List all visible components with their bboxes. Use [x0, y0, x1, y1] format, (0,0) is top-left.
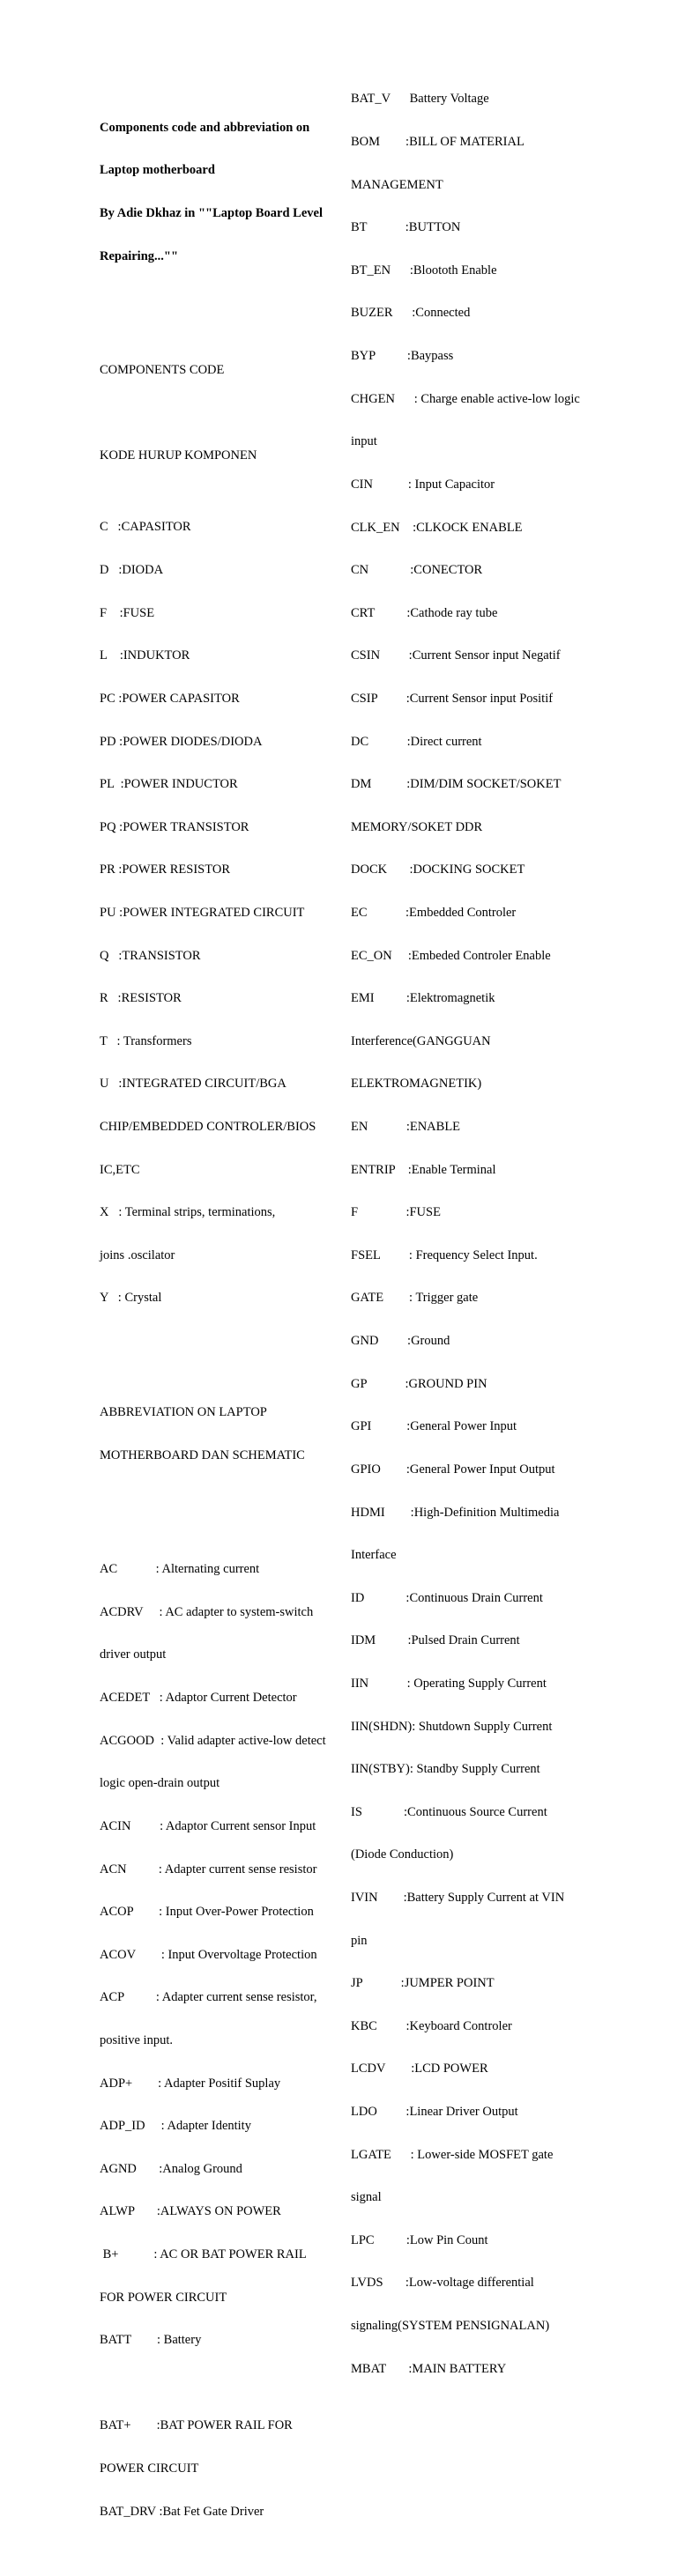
- abbrev-heading-line: ABBREVIATION ON LAPTOP: [100, 1405, 267, 1420]
- abbrev-line: DOCK :DOCKING SOCKET: [351, 862, 525, 877]
- abbrev-line: EC_ON :Embeded Controler Enable: [351, 948, 551, 963]
- abbrev-line: MEMORY/SOKET DDR: [351, 819, 483, 834]
- abbrev-line: EC :Embedded Controler: [351, 905, 517, 920]
- abbrev-line: positive input.: [100, 2032, 173, 2047]
- abbrev-line: ACGOOD : Valid adapter active-low detect: [100, 1733, 326, 1748]
- abbrev-line: signaling(SYSTEM PENSIGNALAN): [351, 2319, 550, 2334]
- code-line: PR :POWER RESISTOR: [100, 862, 230, 877]
- abbrev-line: Interface: [351, 1548, 397, 1563]
- abbrev-line: AC : Alternating current: [100, 1562, 260, 1577]
- abbrev-line: ID :Continuous Drain Current: [351, 1590, 543, 1605]
- abbrev-line: POWER CIRCUIT: [100, 2461, 199, 2476]
- abbrev-line: EMI :Elektromagnetik: [351, 991, 495, 1006]
- abbrev-line: KBC :Keyboard Controler: [351, 2018, 512, 2033]
- abbrev-line: ACDRV : AC adapter to system-switch: [100, 1604, 314, 1619]
- code-line: T : Transformers: [100, 1033, 192, 1048]
- abbrev-line: LVDS :Low-voltage differential: [351, 2276, 534, 2291]
- abbrev-line: MANAGEMENT: [351, 177, 443, 192]
- abbrev-line: ADP+ : Adapter Positif Suplay: [100, 2076, 281, 2091]
- abbrev-line: IS :Continuous Source Current: [351, 1804, 547, 1819]
- abbrev-line: B+ : AC OR BAT POWER RAIL: [100, 2247, 307, 2262]
- abbrev-line: CN :CONECTOR: [351, 563, 483, 578]
- abbrev-line: LPC :Low Pin Count: [351, 2232, 488, 2247]
- right-column: [351, 63, 582, 2404]
- component-codes-list: [100, 492, 331, 1334]
- abbrev-line: CSIP :Current Sensor input Positif: [351, 691, 554, 706]
- abbrev-line: GND :Ground: [351, 1334, 450, 1349]
- abbrev-heading-line: MOTHERBOARD DAN SCHEMATIC: [100, 1447, 305, 1462]
- abbrev-line: LGATE : Lower-side MOSFET gate: [351, 2147, 554, 2162]
- abbreviation-list: [100, 1534, 331, 2547]
- code-line: D :DIODA: [100, 563, 164, 578]
- title-line: By Adie Dkhaz in ""Laptop Board Level: [100, 206, 323, 221]
- abbrev-line: logic open-drain output: [100, 1776, 220, 1791]
- abbrev-line: BT_EN :Bloototh Enable: [351, 263, 497, 278]
- code-line: F :FUSE: [100, 605, 155, 620]
- abbrev-line: CLK_EN :CLKOCK ENABLE: [351, 520, 523, 535]
- components-heading: COMPONENTS CODE: [100, 363, 225, 378]
- abbrev-line: GPIO :General Power Input Output: [351, 1462, 555, 1477]
- abbrev-line: ELEKTROMAGNETIK): [351, 1077, 482, 1092]
- code-line: PD :POWER DIODES/DIODA: [100, 734, 263, 749]
- abbrev-line: LCDV :LCD POWER: [351, 2062, 488, 2076]
- code-line: PQ :POWER TRANSISTOR: [100, 819, 249, 834]
- abbrev-line: ACEDET : Adaptor Current Detector: [100, 1691, 297, 1706]
- abbrev-line: EN :ENABLE: [351, 1120, 461, 1135]
- abbrev-line: DC :Direct current: [351, 734, 482, 749]
- abbrev-line: F :FUSE: [351, 1205, 441, 1220]
- abbrev-line: LDO :Linear Driver Output: [351, 2105, 518, 2120]
- title-line: Repairing..."": [100, 248, 179, 263]
- abbrev-line: DM :DIM/DIM SOCKET/SOKET: [351, 777, 562, 792]
- title-line: Laptop motherboard: [100, 163, 215, 178]
- left-column: [100, 63, 331, 2576]
- abbrev-line: FSEL : Frequency Select Input.: [351, 1247, 538, 1262]
- code-line: PU :POWER INTEGRATED CIRCUIT: [100, 905, 305, 920]
- abbrev-line: CSIN :Current Sensor input Negatif: [351, 648, 561, 663]
- abbrev-line: ACOV : Input Overvoltage Protection: [100, 1947, 317, 1962]
- abbrev-line: pin: [351, 1933, 368, 1948]
- abbrev-line: input: [351, 434, 377, 449]
- abbrev-line: GPI :General Power Input: [351, 1419, 517, 1434]
- abbrev-line: BAT_DRV :Bat Fet Gate Driver: [100, 2504, 264, 2519]
- abbrev-line: CHGEN : Charge enable active-low logic: [351, 391, 580, 406]
- abbrev-line: HDMI :High-Definition Multimedia: [351, 1505, 560, 1520]
- abbrev-line: CIN : Input Capacitor: [351, 477, 495, 492]
- abbrev-line: IDM :Pulsed Drain Current: [351, 1633, 520, 1648]
- abbrev-line: ACN : Adapter current sense resistor: [100, 1862, 317, 1876]
- code-line: L :INDUKTOR: [100, 648, 190, 663]
- abbrev-line: IIN : Operating Supply Current: [351, 1676, 547, 1691]
- spacer: [100, 1491, 331, 1505]
- abbrev-line: GP :GROUND PIN: [351, 1376, 487, 1391]
- title-line: Components code and abbreviation on: [100, 120, 310, 135]
- kode-heading: KODE HURUP KOMPONEN: [100, 448, 257, 463]
- code-line: IC,ETC: [100, 1162, 140, 1177]
- abbrev-line: IIN(STBY): Standby Supply Current: [351, 1762, 540, 1777]
- abbrev-line: driver output: [100, 1647, 167, 1662]
- code-line: PL :POWER INDUCTOR: [100, 777, 238, 792]
- code-line: joins .oscilator: [100, 1247, 175, 1262]
- abbrev-line: Interference(GANGGUAN: [351, 1033, 491, 1048]
- abbrev-line: AGND :Analog Ground: [100, 2161, 242, 2176]
- code-line: R :RESISTOR: [100, 991, 182, 1006]
- abbrev-line: [100, 2376, 331, 2390]
- document-title: [100, 92, 331, 292]
- abbrev-line: ADP_ID : Adapter Identity: [100, 2119, 251, 2134]
- abbrev-line: BOM :BILL OF MATERIAL: [351, 135, 524, 150]
- abbrev-line: ACOP : Input Over-Power Protection: [100, 1905, 314, 1920]
- abbrev-line: (Diode Conduction): [351, 1847, 454, 1862]
- abbrev-line: ACIN : Adaptor Current sensor Input: [100, 1818, 316, 1833]
- spacer: [100, 1362, 331, 1376]
- abbrev-line: BAT_V Battery Voltage: [351, 92, 489, 107]
- code-line: CHIP/EMBEDDED CONTROLER/BIOS: [100, 1120, 316, 1134]
- abbrev-line: ALWP :ALWAYS ON POWER: [100, 2204, 281, 2219]
- abbrev-line: CRT :Cathode ray tube: [351, 605, 498, 620]
- abbrev-line: BYP :Baypass: [351, 349, 454, 364]
- abbrev-line: ACP : Adapter current sense resistor,: [100, 1990, 317, 2005]
- abbrev-line: BT :BUTTON: [351, 220, 461, 235]
- abbrev-line: BUZER :Connected: [351, 306, 471, 321]
- abbrev-line: BAT+ :BAT POWER RAIL FOR: [100, 2418, 293, 2433]
- abbrev-line: ENTRIP :Enable Terminal: [351, 1162, 496, 1177]
- abbrev-line: signal: [351, 2190, 382, 2205]
- abbrev-line: BATT : Battery: [100, 2333, 202, 2348]
- abbrev-line: FOR POWER CIRCUIT: [100, 2290, 227, 2305]
- abbrev-line: JP :JUMPER POINT: [351, 1976, 495, 1991]
- spacer: [100, 321, 331, 335]
- code-line: X : Terminal strips, terminations,: [100, 1205, 276, 1220]
- code-line: U :INTEGRATED CIRCUIT/BGA: [100, 1077, 286, 1092]
- code-line: Y : Crystal: [100, 1291, 162, 1306]
- code-line: C :CAPASITOR: [100, 520, 191, 535]
- spacer: [100, 406, 331, 420]
- abbrev-line: MBAT :MAIN BATTERY: [351, 2361, 507, 2376]
- abbrev-line: IVIN :Battery Supply Current at VIN: [351, 1891, 565, 1905]
- abbrev-line: IIN(SHDN): Shutdown Supply Current: [351, 1719, 553, 1734]
- abbrev-line: GATE : Trigger gate: [351, 1291, 479, 1306]
- code-line: PC :POWER CAPASITOR: [100, 691, 240, 706]
- code-line: Q :TRANSISTOR: [100, 948, 201, 963]
